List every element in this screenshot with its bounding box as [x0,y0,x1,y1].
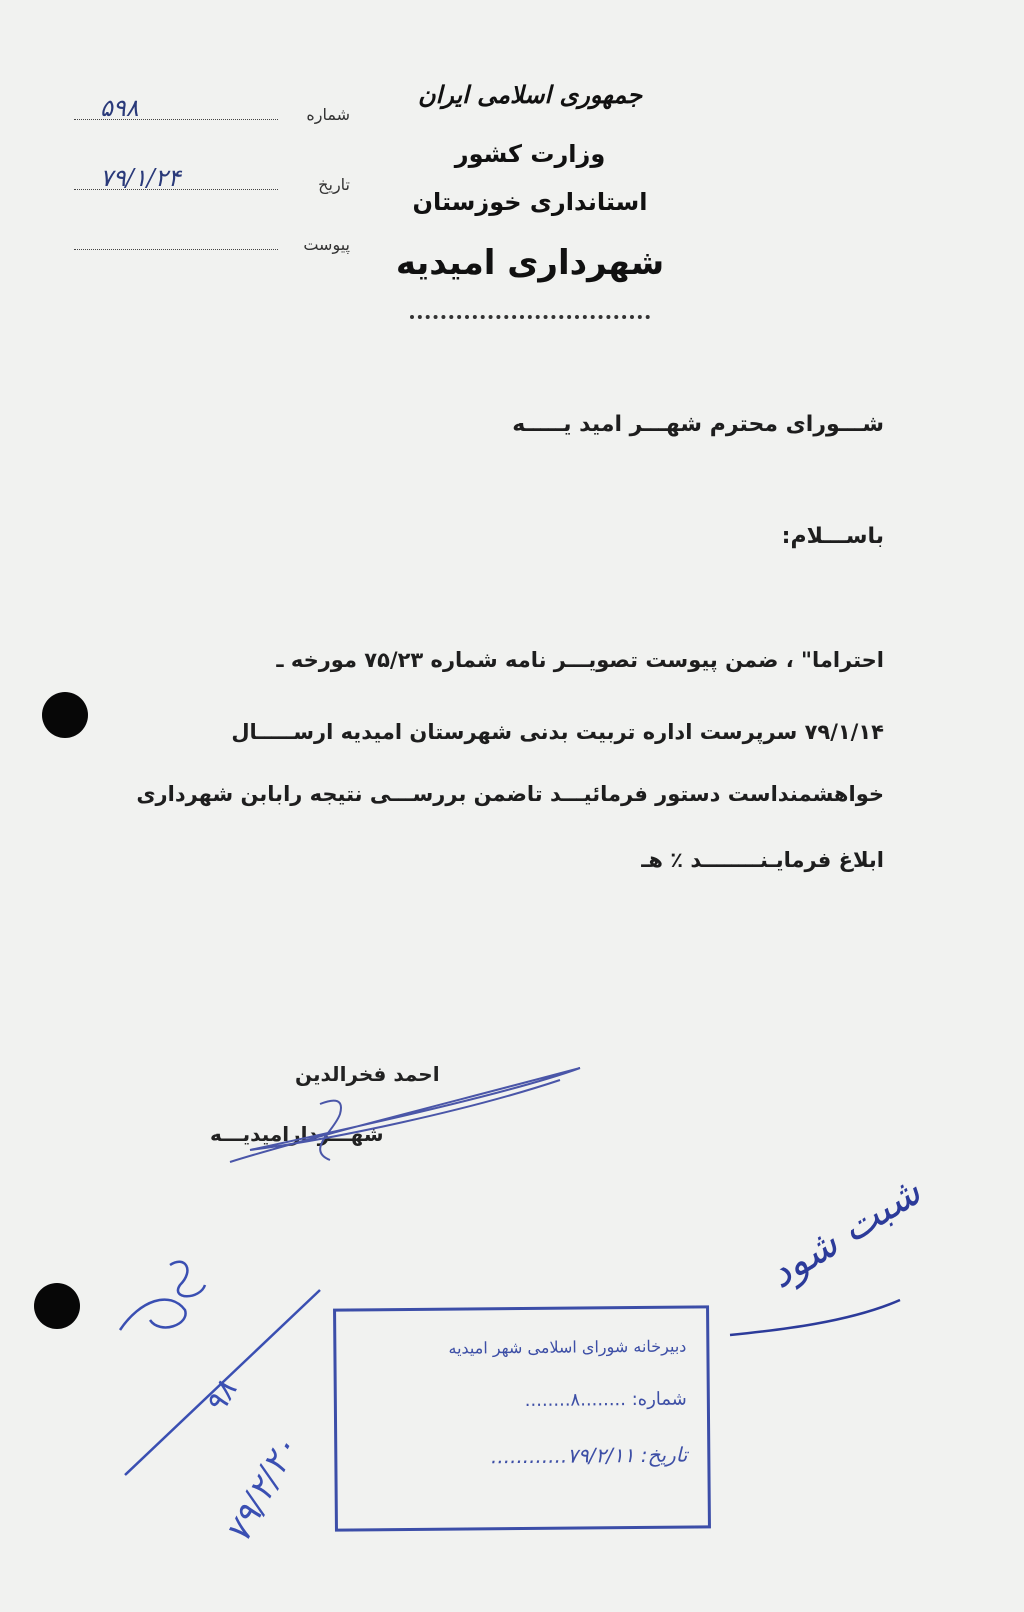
signature-scribble [230,1068,580,1162]
signatory-name: احمد فخرالدین [295,1062,440,1086]
attachment-label: پیوست [303,235,350,254]
left-scribble-2 [170,1262,205,1296]
handwritten-date-left: ۷۹/۲/۲۰ [217,1430,307,1550]
stamp-line-1: دبیرخانه شورای اسلامی شهر امیدیه [448,1336,687,1358]
body-line-1: احتراما" ، ضمن پیوست تصویـــر نامه شماره ۷۵/۲۳ مورخه ـ [276,648,884,672]
handwritten-number-left: ۹۸ [197,1374,245,1421]
ministry-title: وزارت کشور [454,140,606,168]
body-line-2: ۷۹/۱/۱۴ سرپرست اداره تربیت بدنی شهرستان امیدیه ارســـــال [231,720,884,744]
handwritten-note-right: شبت شود [760,1168,929,1298]
greeting-line: باســـلام: [781,524,884,549]
recipient-line: شـــورای محترم شهـــر امید یـــــه [512,412,884,437]
number-value: ۵۹۸ [100,94,139,122]
number-label: شماره [306,105,350,124]
body-line-3: خواهشمنداست دستور فرمائیـــد تاضمن بررســـی نتیجه رابابن شهرداری [136,782,884,806]
municipality-title: شهرداری امیدیه [395,243,665,283]
date-value: ۷۹/۱/۲۴ [100,164,181,192]
republic-title: جمهوری اسلامی ایران [417,80,643,109]
stamp-line-3: تاریخ: ۷۹/۲/۱۱............ [490,1442,688,1469]
diagonal-stroke [125,1290,320,1475]
stamp-line-2: شماره: ........۸........ [524,1388,687,1411]
date-label: تاریخ [318,175,350,194]
left-scribble-1 [120,1300,186,1330]
governorate-title: استانداری خوزستان [412,188,648,216]
note-underline [730,1300,900,1335]
signatory-title: شهـــرداراميديـــه [210,1122,384,1146]
body-line-4: ابلاغ فرمایـنــــــــد ٪ هـ [641,848,884,872]
